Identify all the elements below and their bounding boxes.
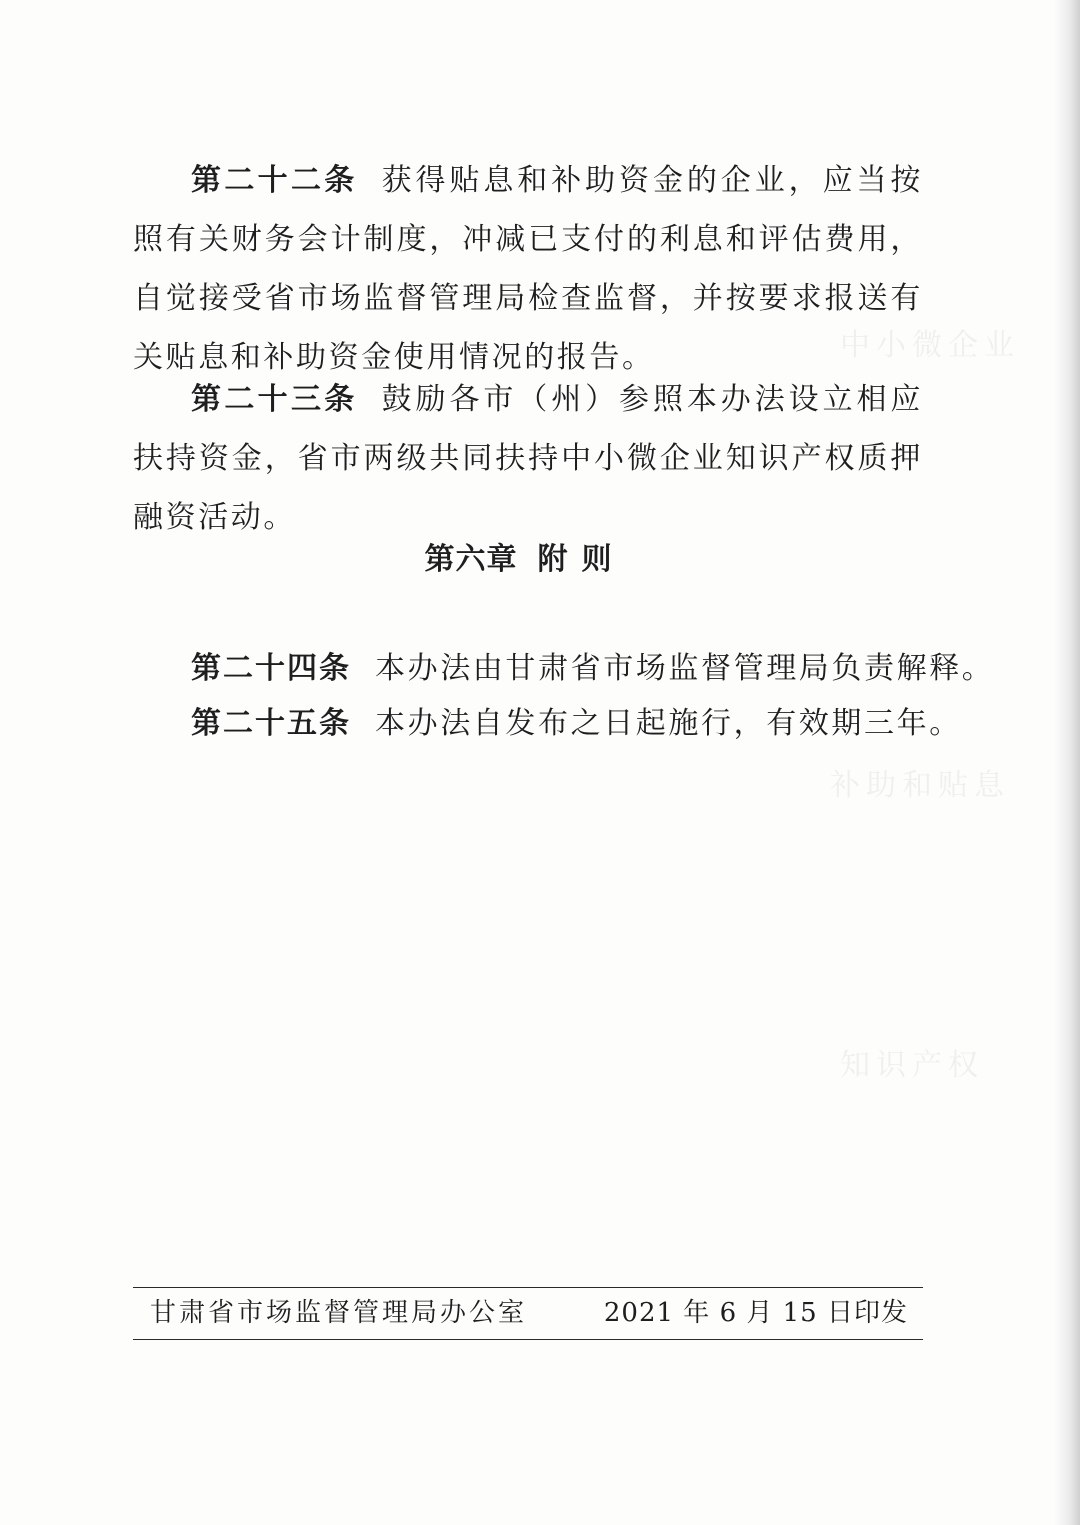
show-through-text: 补助和贴息 bbox=[830, 768, 1010, 803]
chapter-number: 第六章 bbox=[424, 542, 518, 577]
article-25 bbox=[133, 704, 962, 744]
chapter-title: 附则 bbox=[537, 542, 626, 577]
issue-date: 2021 年 6 月 15 日印发 bbox=[603, 1298, 908, 1328]
footer-top-rule bbox=[133, 1287, 923, 1288]
article-number: 第二十四条 bbox=[191, 651, 351, 686]
article-text: 获得贴息和补助资金的企业，应当按照有关财务会计制度，冲减已支付的利息和评估费用，自觉接受省市场监督管理局检查监督，并按要求报送有关贴息和补助资金使用情况的报告。 bbox=[133, 163, 924, 375]
article-number: 第二十五条 bbox=[191, 706, 351, 741]
article-23 bbox=[133, 370, 923, 547]
article-24 bbox=[133, 649, 995, 689]
article-text: 本办法自发布之日起施行，有效期三年。 bbox=[375, 706, 962, 741]
show-through-text: 中小微企业 bbox=[840, 328, 1020, 363]
issuance-footer bbox=[150, 1296, 908, 1330]
footer-bottom-rule bbox=[133, 1339, 923, 1340]
issuing-office: 甘肃省市场监督管理局办公室 bbox=[150, 1298, 528, 1328]
article-22 bbox=[133, 151, 923, 387]
article-text: 本办法由甘肃省市场监督管理局负责解释。 bbox=[375, 651, 995, 686]
chapter-heading bbox=[0, 534, 1050, 578]
article-number: 第二十三条 bbox=[191, 382, 358, 417]
article-text: 鼓励各市（州）参照本办法设立相应扶持资金，省市两级共同扶持中小微企业知识产权质押融资活动。 bbox=[133, 382, 924, 535]
show-through-text: 知识产权 bbox=[840, 1048, 984, 1083]
article-number: 第二十二条 bbox=[191, 163, 358, 198]
